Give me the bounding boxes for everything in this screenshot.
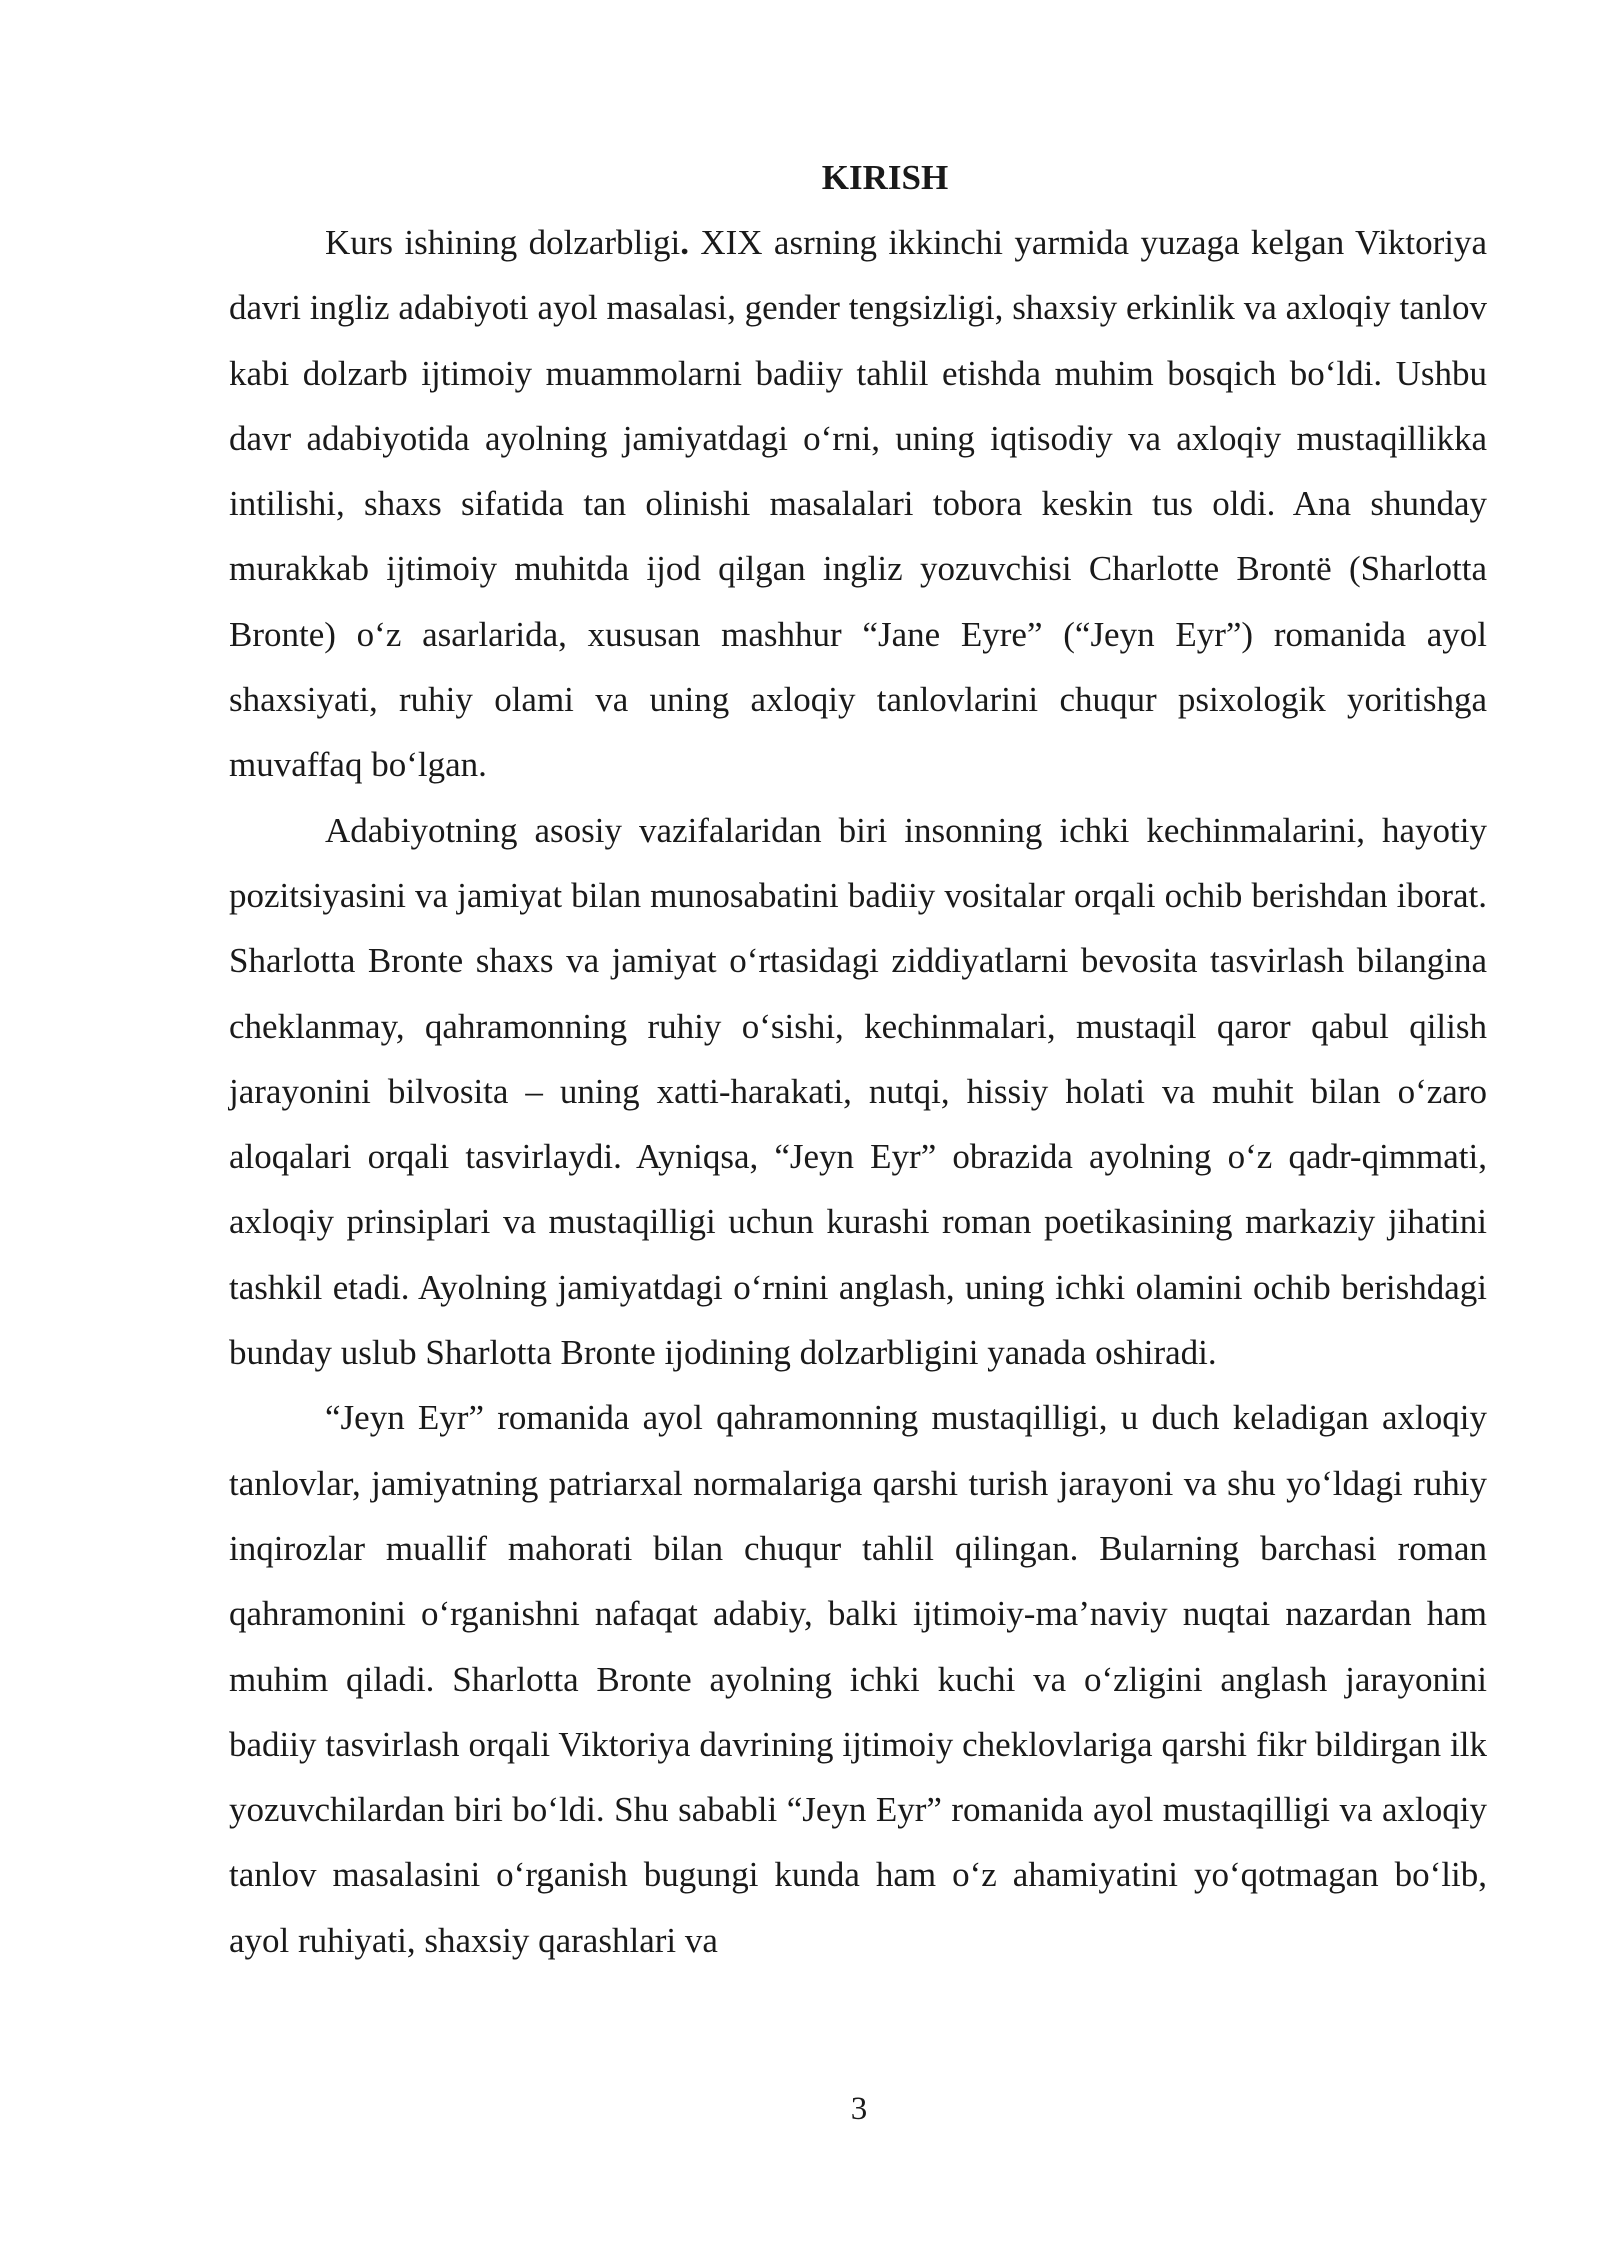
page-number: 3 — [850, 2091, 868, 2127]
section-title: KIRISH — [821, 158, 949, 197]
paragraph-literature-task — [229, 798, 1487, 1386]
paragraph-novel-analysis — [229, 1385, 1487, 1973]
paragraph-text: “Jeyn Eyr” romanida ayol qahramonning mustaqilligi, u duch keladigan axloqiy tanlovlar, jamiyatning patriarxal normalariga qarshi turish jarayoni va shu yo‘ldagi ruhiy inqirozlar muallif mahorati bilan chuqur tahlil qilingan. Bularning barchasi roman qahramonini o‘rganishni nafaqat adabiy, balki ijtimoiy-ma’naviy nuqtai nazardan ham muhim qiladi. Sharlotta Bronte ayolning ichki kuchi va o‘zligini anglash jarayonini badiiy tasvirlash orqali Viktoriya davrining ijtimoiy cheklovlariga qarshi fikr bildirgan ilk yozuvchilardan biri bo‘ldi. Shu sababli “Jeyn Eyr” romanida ayol mustaqilligi va axloqiy tanlov masalasini o‘rganish bugungi kunda ham o‘z ahamiyatini yo‘qotmagan bo‘lib, ayol ruhiyati, shaxsiy qarashlari va — [229, 1398, 1487, 1960]
paragraph-relevance — [229, 210, 1487, 798]
paragraph-text: Adabiyotning asosiy vazifalaridan biri insonning ichki kechinmalarini, hayotiy pozitsiyasini va jamiyat bilan munosabatini badiiy vositalar orqali ochib berishdan iborat. Sharlotta Bronte shaxs va jamiyat o‘rtasidagi ziddiyatlarni bevosita tasvirlash bilangina cheklanmay, qahramonning ruhiy o‘sishi, kechinmalari, mustaqil qaror qabul qilish jarayonini bilvosita – uning xatti-harakati, nutqi, hissiy holati va muhit bilan o‘zaro aloqalari orqali tasvirlaydi. Ayniqsa, “Jeyn Eyr” obrazida ayolning o‘z qadr-qimmati, axloqiy prinsiplari va mustaqilligi uchun kurashi roman poetikasining markaziy jihatini tashkil etadi. Ayolning jamiyatdagi o‘rnini anglash, uning ichki olamini ochib berishdagi bunday uslub Sharlotta Bronte ijodining dolzarbligini yanada oshiradi. — [229, 810, 1487, 1373]
paragraph-lead-mark: . — [680, 223, 689, 262]
paragraph-text: XIX asrning ikkinchi yarmida yuzaga kelgan Viktoriya davri ingliz adabiyoti ayol masalasi, gender tengsizligi, shaxsiy erkinlik va axloqiy tanlov kabi dolzarb ijtimoiy muammolarni badiiy tahlil etishda muhim bosqich bo‘ldi. Ushbu davr adabiyotida ayolning jamiyatdagi o‘rni, uning iqtisodiy va axloqiy mustaqillikka intilishi, shaxs sifatida tan olinishi masalalari tobora keskin tus oldi. Ana shunday murakkab ijtimoiy muhitda ijod qilgan ingliz yozuvchisi Charlotte Brontë (Sharlotta Bronte) o‘z asarlarida, xususan mashhur “Jane Eyre” (“Jeyn Eyr”) romanida ayol shaxsiyati, ruhiy olami va uning axloqiy tanlovlarini chuqur psixologik yoritishga muvaffaq bo‘lgan. — [229, 223, 1487, 785]
paragraph-lead: Kurs ishining dolzarbligi — [325, 223, 681, 262]
page-body — [229, 145, 1487, 1973]
